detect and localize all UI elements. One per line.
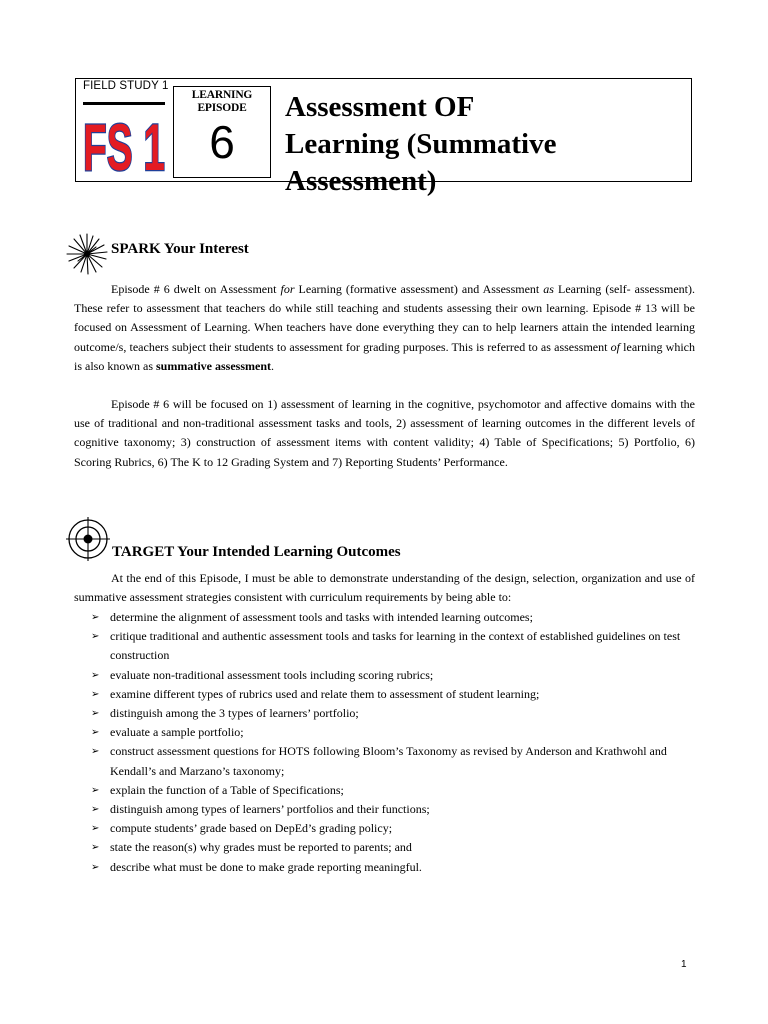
page-number: 1 xyxy=(681,959,687,970)
spark-heading: SPARK Your Interest xyxy=(111,241,249,257)
outcome-item xyxy=(90,685,690,704)
outcome-item xyxy=(90,838,690,857)
outcome-item xyxy=(90,666,690,685)
target-icon xyxy=(66,517,110,561)
arrow-bullet-icon: ➢ xyxy=(91,669,100,681)
outcome-text: critique traditional and authentic assessment tools and tasks for learning in the context of established guidelines on test construction xyxy=(110,629,681,663)
outcome-text: evaluate a sample portfolio; xyxy=(110,725,244,740)
learning-episode-box xyxy=(173,86,271,178)
episode-number: 6 xyxy=(209,116,235,168)
outcome-item xyxy=(90,723,690,742)
outcome-text: construct assessment questions for HOTS following Bloom’s Taxonomy as revised by Anderson and Krathwohl and Kendall’s and Marzano’s taxonomy; xyxy=(110,744,667,778)
outcome-text: state the reason(s) why grades must be reported to parents; and xyxy=(110,840,412,855)
outcomes-list xyxy=(90,608,690,877)
arrow-bullet-icon: ➢ xyxy=(91,804,100,816)
outcome-text: compute students’ grade based on DepEd’s grading policy; xyxy=(110,821,393,836)
outcome-text: explain the function of a Table of Specifications; xyxy=(110,782,344,797)
outcome-item xyxy=(90,704,690,723)
outcome-item xyxy=(90,742,690,780)
outcome-item xyxy=(90,819,690,838)
arrow-bullet-icon: ➢ xyxy=(91,612,100,623)
arrow-bullet-icon: ➢ xyxy=(91,784,100,796)
outcome-text: distinguish among the 3 types of learners’ portfolio; xyxy=(110,706,359,721)
header-divider xyxy=(83,102,165,105)
outcome-item xyxy=(90,858,690,877)
fs1-logo xyxy=(82,109,168,175)
arrow-bullet-icon: ➢ xyxy=(91,861,100,873)
episode-label: LEARNING EPISODE xyxy=(191,89,253,114)
arrow-bullet-icon: ➢ xyxy=(91,842,100,854)
outcome-text: evaluate non-traditional assessment tools including scoring rubrics; xyxy=(110,667,434,682)
target-heading: TARGET Your Intended Learning Outcomes xyxy=(112,544,401,560)
arrow-bullet-icon: ➢ xyxy=(91,727,100,739)
arrow-bullet-icon: ➢ xyxy=(91,746,100,758)
spark-paragraph-2: Episode # 6 will be focused on 1) assessment of learning in the cognitive, psychomotor and affective domains with the use of traditional and non-traditional assessment tasks and tools, 2) assessment of learning outcomes in the different levels of cognitive taxonomy; 3) construction of assessment items with content validity; 4) Table of Specifications; 5) Portfolio, 6) Scoring Rubrics, 6) The K to 12 Grading System and 7) Reporting Students’ Performance. xyxy=(74,397,695,469)
outcome-item xyxy=(90,800,690,819)
outcome-text: describe what must be done to make grade reporting meaningful. xyxy=(110,859,422,874)
fs1-logo-text: FS 1 xyxy=(83,110,165,175)
outcome-item xyxy=(90,608,690,627)
arrow-bullet-icon: ➢ xyxy=(91,823,100,835)
outcome-text: determine the alignment of assessment tools and tasks with intended learning outcomes; xyxy=(110,610,533,624)
arrow-bullet-icon: ➢ xyxy=(91,631,100,643)
page-title: Assessment OF Learning (Summative Assessment) xyxy=(285,91,557,197)
outcome-text: distinguish among types of learners’ portfolios and their functions; xyxy=(110,802,430,817)
arrow-bullet-icon: ➢ xyxy=(91,708,100,720)
spark-paragraph-1: Episode # 6 dwelt on Assessment for Learning (formative assessment) and Assessment as Learning (self- assessment). These refer to assessment that teachers do while still teaching and students assessing their own learning. Episode # 13 will be focused on Assessment of Learning. When teachers have done everything they can to help learners attain the intended learning outcome/s, teachers subject their students to assessment for grading purposes. This is referred to as assessment of learning which is also known as summative assessment. xyxy=(74,282,696,373)
arrow-bullet-icon: ➢ xyxy=(91,688,100,700)
outcome-item xyxy=(90,627,690,665)
outcome-item xyxy=(90,781,690,800)
field-study-label: FIELD STUDY 1 xyxy=(83,80,169,92)
target-intro: At the end of this Episode, I must be able to demonstrate understanding of the design, selection, organization and use of summative assessment strategies consistent with curriculum requirements by being able to: xyxy=(74,571,695,605)
spark-burst-icon xyxy=(66,233,108,275)
outcome-text: examine different types of rubrics used and relate them to assessment of student learning; xyxy=(110,686,540,701)
